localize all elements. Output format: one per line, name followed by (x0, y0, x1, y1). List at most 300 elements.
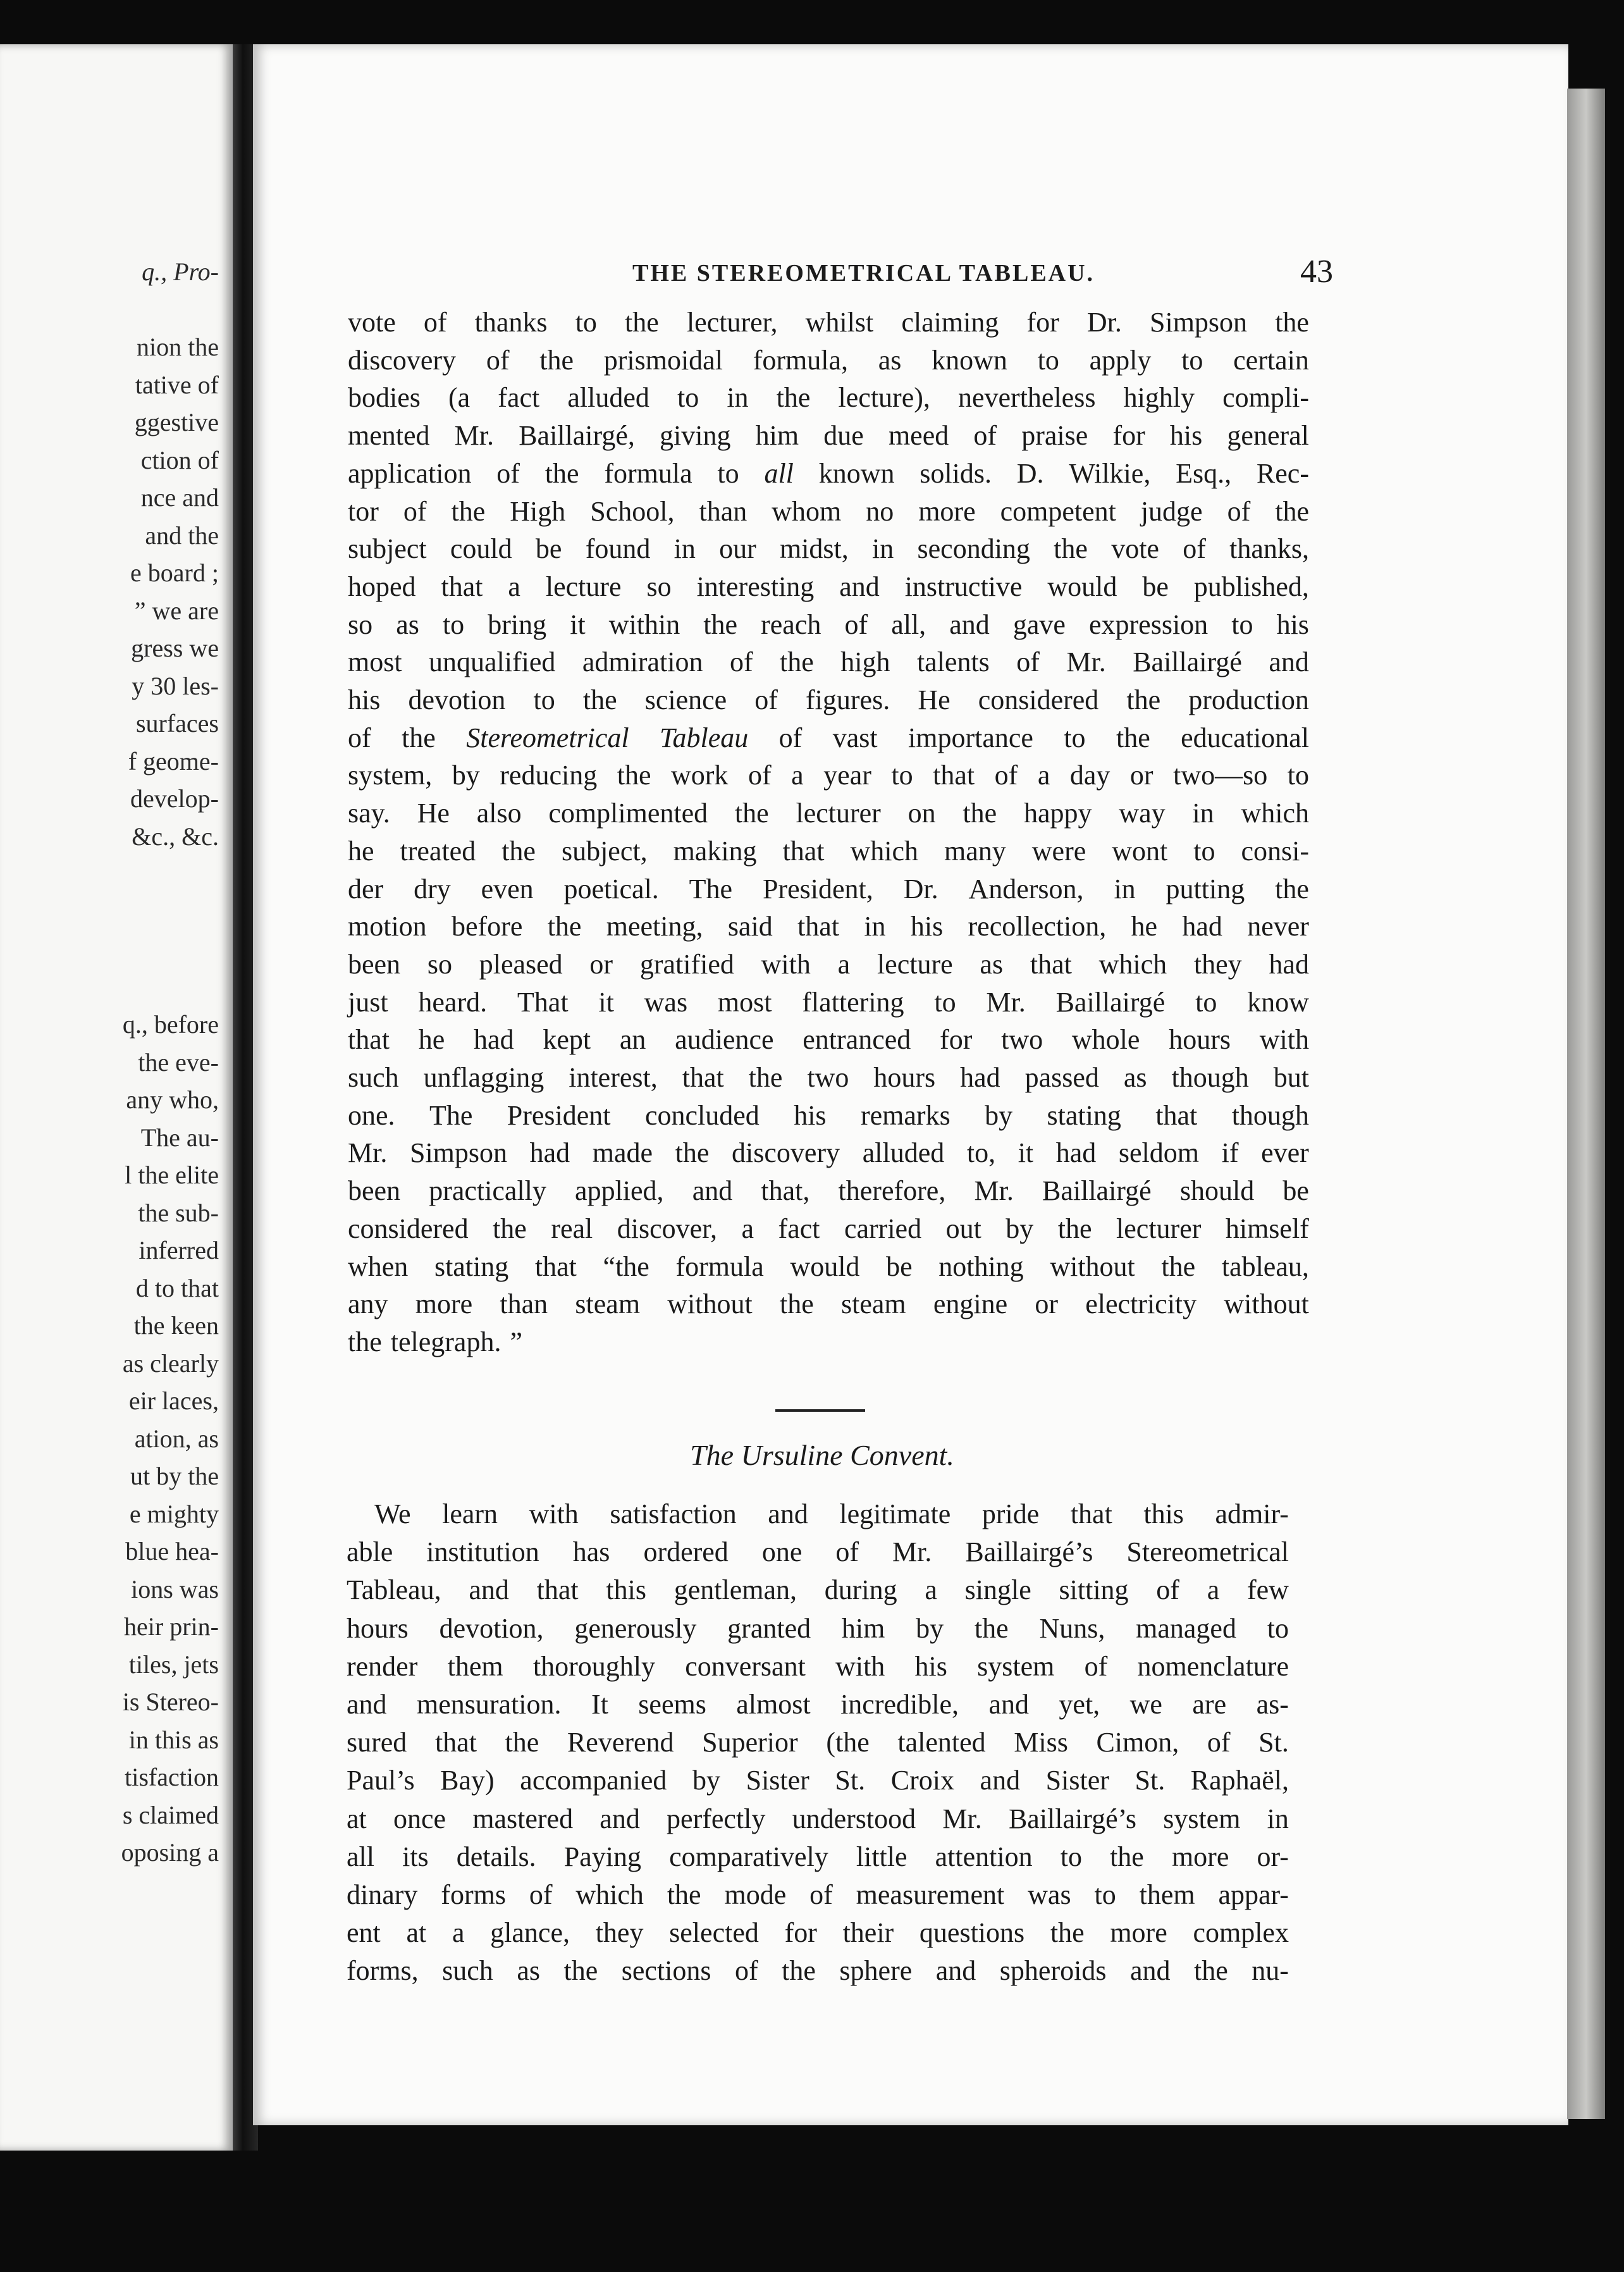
word: out (945, 1213, 981, 1244)
left-page-line: nce and (140, 483, 219, 512)
word: the (780, 646, 814, 678)
word: of (496, 457, 520, 489)
word: of (747, 760, 772, 791)
word: a (452, 1917, 465, 1949)
word: the (1110, 1841, 1144, 1872)
word: a (791, 760, 804, 791)
word: in (872, 533, 894, 565)
word: the (703, 608, 738, 640)
word: questions (919, 1917, 1025, 1949)
word: nomenclature (1137, 1650, 1289, 1682)
left-page-line: ” we are (134, 596, 219, 625)
word: than (500, 1288, 548, 1320)
word: granted (727, 1612, 811, 1644)
word: of (973, 420, 997, 452)
word: formula (604, 457, 692, 489)
word: of (1084, 1650, 1108, 1682)
left-page-line: the keen (133, 1311, 219, 1340)
word: tor (348, 495, 379, 527)
word: That (517, 986, 569, 1018)
word: High (510, 495, 566, 527)
word: passed (1024, 1062, 1099, 1094)
word: Mr. (454, 420, 495, 452)
word: the (505, 1727, 539, 1758)
word: lecturer, (686, 307, 778, 338)
left-page-line: d to that (135, 1273, 219, 1302)
text-line (348, 304, 1309, 342)
word: or- (1257, 1841, 1289, 1872)
text-line (348, 606, 1309, 644)
word: that (1070, 1498, 1112, 1529)
word: to (442, 608, 465, 640)
left-page-line: q., Pro- (142, 257, 219, 286)
word: the (582, 684, 617, 716)
word: Mr. (892, 1536, 932, 1568)
word: attention (935, 1841, 1033, 1872)
word: The (429, 1099, 473, 1131)
word: that (1030, 948, 1072, 980)
word: by (985, 1099, 1013, 1131)
word: or (1035, 1288, 1059, 1320)
section-divider (775, 1409, 865, 1412)
text-line (347, 1610, 1289, 1648)
word: St. (1135, 1765, 1166, 1796)
word: that (441, 571, 483, 602)
left-page-line: any who, (126, 1085, 219, 1114)
word: the (1275, 873, 1309, 904)
word: for (784, 1917, 817, 1949)
word: two (1001, 1024, 1043, 1056)
word: more (415, 1288, 473, 1320)
word: had (529, 1137, 570, 1169)
word: reducing (500, 760, 598, 791)
word: to (1287, 760, 1309, 791)
word: most (348, 646, 402, 678)
word: alluded (862, 1137, 945, 1169)
word: formula (675, 1250, 764, 1282)
word: his (910, 911, 944, 942)
word: few (1246, 1574, 1289, 1606)
word: expression (1089, 608, 1209, 640)
word: to (717, 457, 739, 489)
word: once (393, 1803, 446, 1834)
left-page-line: the sub- (138, 1198, 219, 1227)
word: Stereometrical (466, 722, 629, 753)
word: seems (638, 1689, 706, 1720)
word: when (348, 1250, 409, 1282)
word: fact (778, 1213, 820, 1244)
word: the (617, 760, 651, 791)
word: to (891, 760, 913, 791)
word: figures. (806, 684, 890, 716)
word: (the (826, 1727, 870, 1758)
text-line (348, 719, 1309, 757)
word: prismoidal (603, 344, 723, 376)
text-line (348, 530, 1309, 568)
word: ” (510, 1326, 522, 1357)
text-line (348, 1172, 1309, 1210)
word: steam (575, 1288, 641, 1320)
word: St. (835, 1765, 866, 1796)
word: say. (348, 798, 390, 829)
word: are (1192, 1689, 1227, 1720)
word: giving (660, 420, 731, 452)
word: at (347, 1803, 367, 1834)
word: the (563, 1955, 598, 1987)
left-page-line: blue hea- (125, 1537, 219, 1565)
text-line (348, 493, 1309, 531)
word: the (539, 344, 574, 376)
left-page-line: l the elite (125, 1161, 219, 1189)
word: interesting (696, 571, 815, 602)
text-line (347, 1571, 1289, 1609)
word: could (450, 533, 512, 565)
word: devotion (408, 684, 506, 716)
word: the (544, 457, 579, 489)
word: therefore, (838, 1175, 946, 1207)
word: dinary (347, 1879, 418, 1911)
word: entranced (803, 1024, 911, 1056)
word: applied, (575, 1175, 664, 1207)
word: lecturer (796, 798, 881, 829)
word: the (402, 722, 436, 753)
word: just (348, 986, 388, 1018)
previous-page (0, 44, 233, 2151)
word: system (977, 1650, 1055, 1682)
word: Cimon, (1096, 1727, 1179, 1758)
word: for (1112, 420, 1145, 452)
word: one (761, 1536, 803, 1568)
word: Mr. (974, 1175, 1014, 1207)
word: complimented (548, 798, 708, 829)
word: vast (832, 722, 878, 753)
word: an (619, 1024, 646, 1056)
word: and (469, 1574, 509, 1606)
word: known (932, 344, 1007, 376)
word: Dr. (903, 873, 938, 904)
word: Miss (1014, 1727, 1068, 1758)
word: than (699, 495, 747, 527)
left-page-line: ut by the (130, 1462, 219, 1490)
word: happy (1023, 798, 1092, 829)
word: the (734, 798, 769, 829)
word: them (1139, 1879, 1195, 1911)
text-line (347, 1800, 1289, 1838)
text-line (348, 643, 1309, 681)
word: been (348, 948, 401, 980)
word: Sister (1045, 1765, 1109, 1796)
word: Paying (563, 1841, 641, 1872)
word: carried (844, 1213, 922, 1244)
word: of (735, 1955, 758, 1987)
word: of (809, 1879, 833, 1911)
word: formula, (753, 344, 848, 376)
word: was (1028, 1879, 1071, 1911)
word: the (1193, 1955, 1228, 1987)
word: School, (590, 495, 675, 527)
text-line (348, 1134, 1309, 1172)
text-line (348, 1248, 1309, 1286)
word: be (886, 1250, 913, 1282)
word: Paul’s (347, 1765, 415, 1796)
word: to, (966, 1137, 996, 1169)
word: the (667, 1879, 701, 1911)
word: a (1207, 1574, 1220, 1606)
word: devotion, (439, 1612, 544, 1644)
word: the (974, 1612, 1009, 1644)
word: for (1026, 307, 1059, 338)
word: learn (442, 1498, 498, 1529)
word: whole (1071, 1024, 1140, 1056)
left-page-line: ggestive (134, 408, 219, 436)
word: and (988, 1689, 1029, 1720)
word: more (1171, 1841, 1229, 1872)
word: He (918, 684, 950, 716)
word: We (374, 1498, 411, 1529)
word: managed (1136, 1612, 1236, 1644)
word: thoroughly (532, 1650, 655, 1682)
word: complex (1193, 1917, 1289, 1949)
word: Baillairgé (1042, 1175, 1152, 1207)
text-line (348, 568, 1309, 606)
word: fact (498, 382, 540, 414)
word: mented (348, 420, 430, 452)
text-line (347, 1952, 1289, 1990)
word: it (1018, 1137, 1034, 1169)
word: be (535, 533, 562, 565)
left-page-line: The au- (140, 1123, 219, 1152)
left-page-line: y 30 les- (132, 671, 219, 700)
word: competent (1000, 495, 1116, 527)
word: with (529, 1498, 579, 1529)
word: to (1195, 986, 1217, 1018)
word: to (1060, 1841, 1082, 1872)
word: as (396, 608, 419, 640)
word: Mr. (1066, 646, 1106, 678)
word: a (508, 571, 520, 602)
word: electricity (1085, 1288, 1197, 1320)
word: due (823, 420, 864, 452)
text-line (348, 946, 1309, 984)
left-page-line: ction of (140, 445, 219, 474)
word: ordered (643, 1536, 729, 1568)
word: the (547, 911, 582, 942)
word: of (778, 722, 803, 753)
word: to (1094, 1879, 1116, 1911)
word: as (878, 344, 902, 376)
word: steam (840, 1288, 906, 1320)
word: production (1188, 684, 1309, 716)
word: the (779, 1288, 814, 1320)
word: so (427, 948, 452, 980)
word: of (423, 307, 447, 338)
word: the (963, 798, 997, 829)
word: that (536, 1574, 579, 1606)
word: discover, (617, 1213, 718, 1244)
word: of (1016, 646, 1040, 678)
word: with (1259, 1024, 1309, 1056)
word: of (844, 608, 868, 640)
word: Baillairgé’s (1008, 1803, 1136, 1834)
word: The (689, 873, 733, 904)
word: known (818, 457, 895, 489)
text-line (348, 1059, 1309, 1097)
word: lecture (545, 571, 622, 602)
word: be (1283, 1175, 1309, 1207)
word: though (1231, 1099, 1309, 1131)
left-page-line: f geome- (128, 746, 219, 775)
word: had (1182, 911, 1222, 942)
word: discovery (732, 1137, 840, 1169)
word: said (727, 911, 773, 942)
word: D. (1016, 457, 1044, 489)
word: lecturer (1116, 1213, 1202, 1244)
word: the (1054, 533, 1088, 565)
word: in (727, 382, 749, 414)
page-number: 43 (1300, 254, 1333, 290)
word: considered (978, 684, 1099, 716)
left-page-line: the eve- (138, 1047, 219, 1077)
text-line (348, 1285, 1309, 1323)
text-line (348, 794, 1309, 832)
word: without (1224, 1288, 1309, 1320)
word: meeting, (606, 911, 703, 942)
word: would (790, 1250, 860, 1282)
word: the (1275, 495, 1309, 527)
word: as (980, 948, 1004, 980)
word: the (625, 307, 659, 338)
word: hoped (348, 571, 416, 602)
word: gentleman, (674, 1574, 797, 1606)
word: tableau, (1221, 1250, 1309, 1282)
word: system (1163, 1803, 1241, 1834)
word: sitting (1059, 1574, 1129, 1606)
word: without (1050, 1250, 1135, 1282)
word: lecture (877, 948, 953, 980)
word: in (674, 533, 696, 565)
word: apply (1089, 344, 1152, 376)
text-line (347, 1533, 1289, 1571)
word: of (1227, 495, 1251, 527)
word: year (823, 760, 871, 791)
left-page-line: inferred (138, 1236, 219, 1264)
word: science (644, 684, 727, 716)
word: it (598, 986, 614, 1018)
word: all (347, 1841, 374, 1872)
word: satisfaction (610, 1498, 737, 1529)
left-page-line: surfaces (135, 709, 219, 738)
text-line (347, 1914, 1289, 1952)
word: der (348, 873, 384, 904)
word: St. (1258, 1727, 1289, 1758)
word: to (575, 307, 597, 338)
word: ent (347, 1917, 381, 1949)
left-page-line: ions was (131, 1574, 219, 1603)
word: system, (348, 760, 433, 791)
word: general (1227, 420, 1309, 452)
word: the (1050, 1917, 1085, 1949)
word: of (754, 684, 778, 716)
word: him (841, 1612, 885, 1644)
word: was (644, 986, 688, 1018)
word: of (403, 495, 427, 527)
word: generously (574, 1612, 697, 1644)
word: the (1057, 1213, 1092, 1244)
word: lecture), (838, 382, 930, 414)
word: Raphaël, (1190, 1765, 1289, 1796)
word: with (761, 948, 811, 980)
text-line (348, 908, 1309, 946)
word: one. (348, 1099, 395, 1131)
word: all, (891, 608, 926, 640)
word: selected (669, 1917, 759, 1949)
word: hours (1169, 1024, 1231, 1056)
word: which (850, 835, 919, 867)
word: hours (347, 1612, 409, 1644)
word: way (1119, 798, 1166, 829)
word: the (493, 1213, 527, 1244)
word: kept (543, 1024, 591, 1056)
word: Tableau, (347, 1574, 441, 1606)
word: its (402, 1841, 429, 1872)
word: perfectly (667, 1803, 766, 1834)
word: gave (1012, 608, 1066, 640)
word: more (1110, 1917, 1167, 1949)
word: certain (1233, 344, 1309, 376)
word: understood (792, 1803, 916, 1834)
word: “the (603, 1250, 649, 1282)
word: highly (1123, 382, 1195, 414)
word: the (748, 1062, 783, 1094)
word: Wilkie, (1069, 457, 1151, 489)
paragraph-ursuline (347, 1495, 1289, 1991)
word: wont (1112, 835, 1168, 867)
word: compli- (1222, 382, 1309, 414)
word: also (476, 798, 522, 829)
word: dry (414, 873, 451, 904)
word: comparatively (669, 1841, 828, 1872)
word: making (673, 835, 757, 867)
word: and (1129, 1955, 1171, 1987)
word: the (348, 1326, 382, 1357)
running-head: THE STEREOMETRICAL TABLEAU. (632, 260, 1095, 287)
word: to (1037, 344, 1059, 376)
word: of (835, 1536, 859, 1568)
left-page-line: in this as (128, 1725, 219, 1754)
left-page-line: q., before (122, 1010, 219, 1039)
word: as (517, 1955, 540, 1987)
text-line (348, 681, 1309, 719)
word: been (348, 1175, 401, 1207)
word: to (677, 382, 699, 414)
text-line (348, 379, 1309, 417)
word: has (572, 1536, 610, 1568)
word: such (348, 1062, 399, 1094)
text-line (348, 1323, 1309, 1361)
word: by (916, 1612, 944, 1644)
word: and (692, 1175, 733, 1207)
word: they (595, 1917, 644, 1949)
word: considered (348, 1213, 469, 1244)
word: almost (736, 1689, 811, 1720)
word: and (839, 571, 880, 602)
word: the (1275, 307, 1309, 338)
text-line (348, 455, 1309, 493)
word: in (864, 911, 886, 942)
word: little (856, 1841, 907, 1872)
text-line (348, 984, 1309, 1022)
word: as- (1256, 1689, 1289, 1720)
